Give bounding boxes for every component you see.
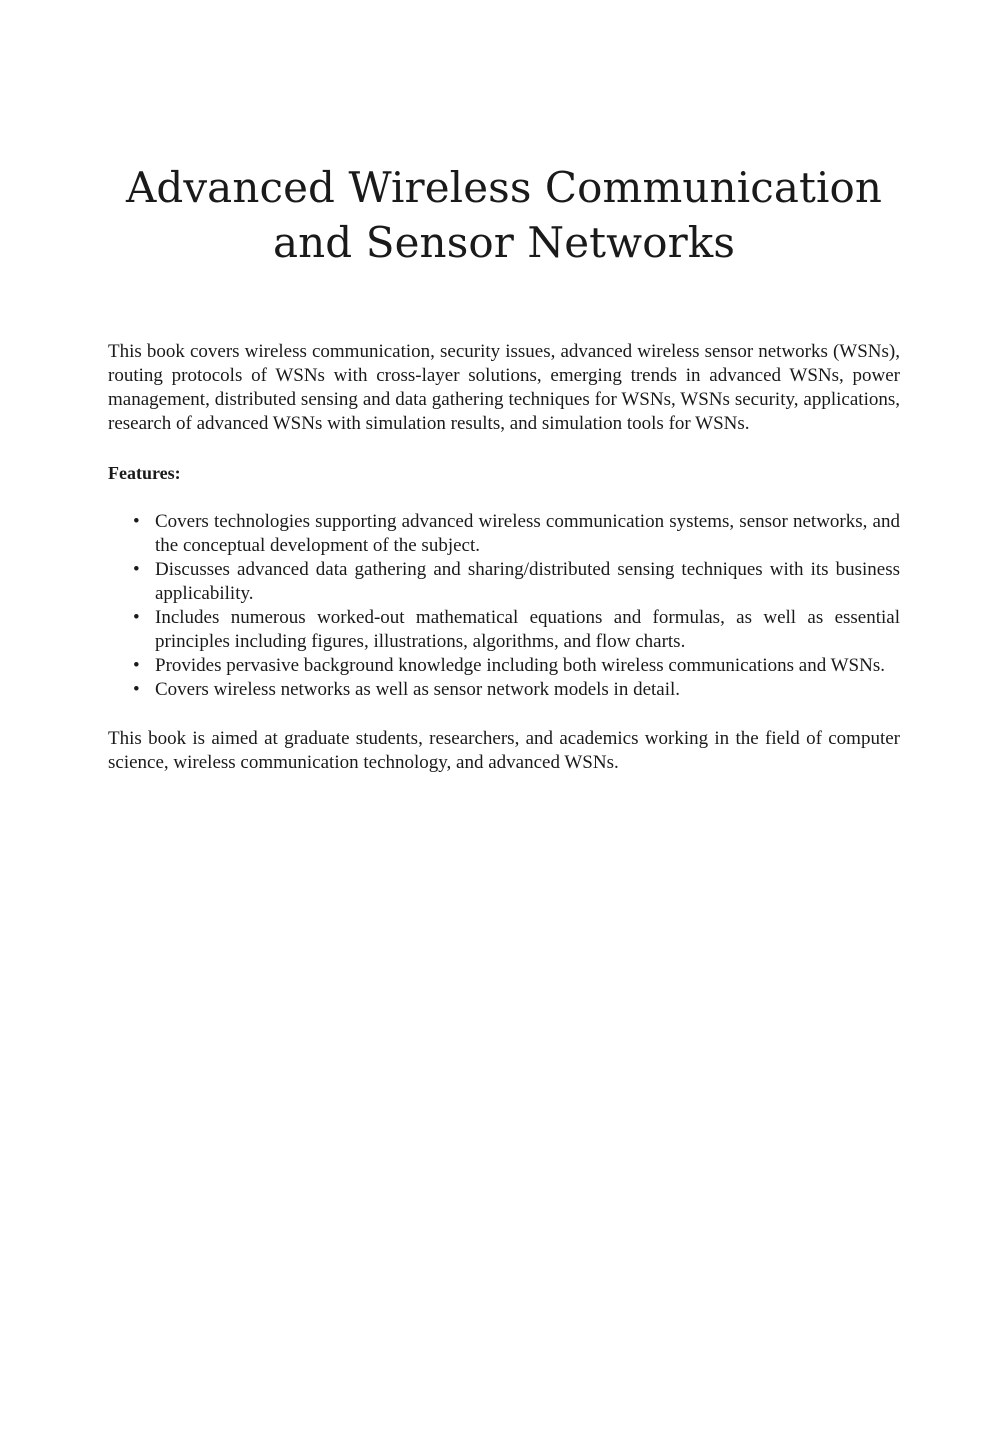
feature-text: Provides pervasive background knowledge including both wireless communications and WSNs. xyxy=(155,655,885,676)
book-title xyxy=(100,160,908,270)
bullet-icon: • xyxy=(133,655,140,676)
feature-item xyxy=(108,606,900,654)
feature-item xyxy=(108,510,900,558)
bullet-icon: • xyxy=(133,607,140,628)
feature-text: Covers technologies supporting advanced wireless communication systems, sensor networks, and the conceptual development of the subject. xyxy=(155,511,900,556)
features-list xyxy=(108,510,900,702)
feature-text: Includes numerous worked-out mathematical equations and formulas, as well as essential principles including figures, illustrations, algorithms, and flow charts. xyxy=(155,607,900,652)
title-line-2: and Sensor Networks xyxy=(273,218,735,267)
features-heading: Features: xyxy=(108,463,181,483)
feature-item xyxy=(108,678,900,702)
title-line-1: Advanced Wireless Communication xyxy=(125,163,883,212)
feature-text: Discusses advanced data gathering and sharing/distributed sensing techniques with its business applicability. xyxy=(155,559,900,604)
feature-text: Covers wireless networks as well as sensor network models in detail. xyxy=(155,679,681,700)
feature-item xyxy=(108,558,900,606)
feature-item xyxy=(108,654,900,678)
closing-paragraph: This book is aimed at graduate students, researchers, and academics working in the field of computer science, wireless communication technology, and advanced WSNs. xyxy=(108,728,900,773)
bullet-icon: • xyxy=(133,559,140,580)
bullet-icon: • xyxy=(133,511,140,532)
description-body xyxy=(108,340,900,775)
bullet-icon: • xyxy=(133,679,140,700)
intro-paragraph: This book covers wireless communication, security issues, advanced wireless sensor networks (WSNs), routing protocols of WSNs with cross-layer solutions, emerging trends in advanced WSNs, power management, distributed sensing and data gathering techniques for WSNs, WSNs security, applications, research of advanced WSNs with simulation results, and simulation tools for WSNs. xyxy=(108,341,900,434)
